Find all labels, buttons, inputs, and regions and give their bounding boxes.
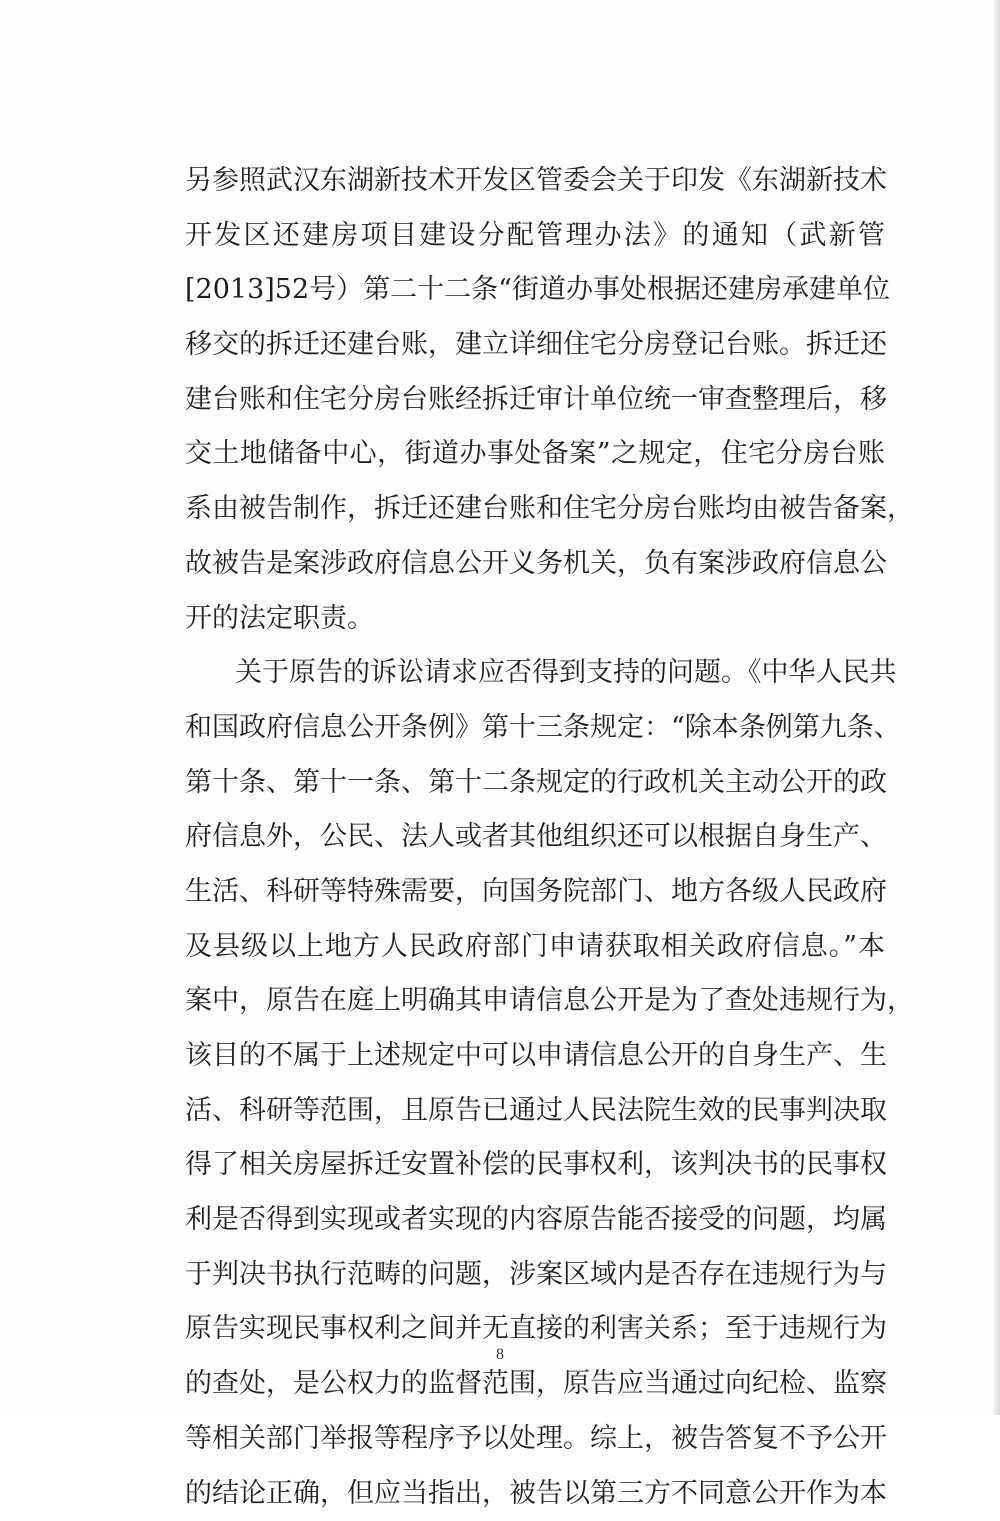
text-line: 及县级以上地方人民政府部门申请获取相关政府信息。”本 <box>185 920 885 975</box>
text-line: 原告实现民事权利之间并无直接的利害关系；至于违规行为 <box>185 1302 885 1357</box>
scan-edge-shadow <box>994 0 1000 1415</box>
text-line: 另参照武汉东湖新技术开发区管委会关于印发《东湖新技术 <box>185 154 885 209</box>
text-line: 建台账和住宅分房台账经拆迁审计单位统一审查整理后，移 <box>185 373 885 428</box>
text-line: 案中，原告在庭上明确其申请信息公开是为了查处违规行为， <box>185 974 885 1029</box>
text-line: 和国政府信息公开条例》第十三条规定：“除本条例第九条、 <box>185 701 885 756</box>
text-line: 第十条、第十一条、第十二条规定的行政机关主动公开的政 <box>185 756 885 811</box>
text-line: 系由被告制作，拆迁还建台账和住宅分房台账均由被告备案， <box>185 482 885 537</box>
text-line: 移交的拆迁还建台账，建立详细住宅分房登记台账。拆迁还 <box>185 318 885 373</box>
text-line: 于判决书执行范畴的问题，涉案区域内是否存在违规行为与 <box>185 1248 885 1303</box>
text-line: 开的法定职责。 <box>185 592 885 647</box>
text-line: 故被告是案涉政府信息公开义务机关，负有案涉政府信息公 <box>185 537 885 592</box>
text-line: 得了相关房屋拆迁安置补偿的民事权利，该判决书的民事权 <box>185 1138 885 1193</box>
text-line: 的结论正确，但应当指出，被告以第三方不同意公开作为本 <box>185 1467 885 1521</box>
text-line: 该目的不属于上述规定中可以申请信息公开的自身生产、生 <box>185 1029 885 1084</box>
text-line: 交土地储备中心，街道办事处备案”之规定，住宅分房台账 <box>185 427 885 482</box>
text-line: 利是否得到实现或者实现的内容原告能否接受的问题，均属 <box>185 1193 885 1248</box>
text-line: [2013]52号）第二十二条“街道办事处根据还建房承建单位 <box>185 263 885 318</box>
text-line: 生活、科研等特殊需要，向国务院部门、地方各级人民政府 <box>185 865 885 920</box>
text-line: 活、科研等范围，且原告已通过人民法院生效的民事判决取 <box>185 1084 885 1139</box>
text-line: 的查处，是公权力的监督范围，原告应当通过向纪检、监察 <box>185 1357 885 1412</box>
page-number: 8 <box>0 1346 1000 1364</box>
text-line: 府信息外，公民、法人或者其他组织还可以根据自身生产、 <box>185 810 885 865</box>
text-line: 关于原告的诉讼请求应否得到支持的问题。《中华人民共 <box>185 646 885 701</box>
text-line: 等相关部门举报等程序予以处理。综上，被告答复不予公开 <box>185 1412 885 1467</box>
text-line: 开发区还建房项目建设分配管理办法》的通知（武新管 <box>185 209 885 264</box>
body-text <box>185 154 885 1521</box>
